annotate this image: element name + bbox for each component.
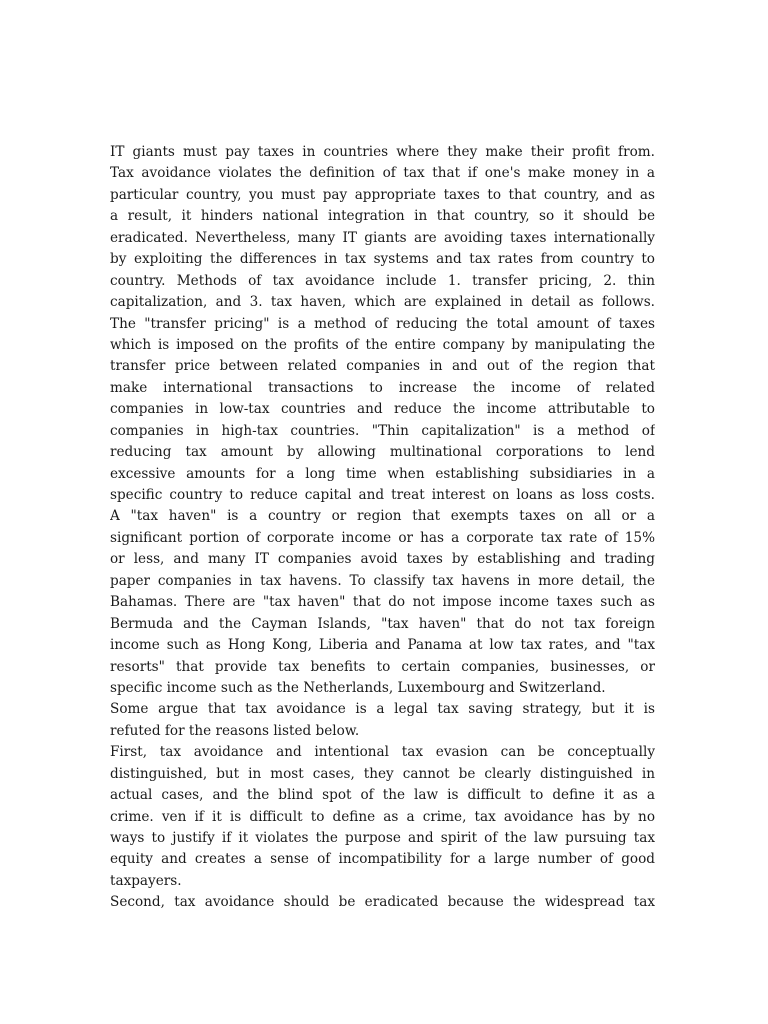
text-line: capitalization, and 3. tax haven, which are explained in detail as follows. xyxy=(110,294,655,311)
text-line: income such as Hong Kong, Liberia and Panama at low tax rates, and "tax xyxy=(110,637,655,654)
text-line: distinguished, but in most cases, they cannot be clearly distinguished in xyxy=(110,765,655,782)
text-line: specific income such as the Netherlands, Luxembourg and Switzerland. xyxy=(110,679,606,696)
text-line: eradicated. Nevertheless, many IT giants are avoiding taxes internationally xyxy=(110,229,655,246)
text-line: significant portion of corporate income or has a corporate tax rate of 15% xyxy=(110,529,655,546)
text-line: reducing tax amount by allowing multinational corporations to lend xyxy=(110,444,655,461)
text-line: Bermuda and the Cayman Islands, "tax haven" that do not tax foreign xyxy=(110,615,655,632)
text-line: by exploiting the differences in tax systems and tax rates from country to xyxy=(110,251,655,268)
text-line: specific country to reduce capital and treat interest on loans as loss costs. xyxy=(110,487,655,503)
text-line: refuted for the reasons listed below. xyxy=(110,722,360,739)
document-body xyxy=(110,142,655,914)
text-line: Tax avoidance violates the definition of tax that if one's make money in a xyxy=(110,165,655,182)
text-line: crime. ven if it is difficult to define as a crime, tax avoidance has by no xyxy=(110,808,655,825)
text-line: transfer price between related companies in and out of the region that xyxy=(110,358,655,375)
text-line: excessive amounts for a long time when establishing subsidiaries in a xyxy=(110,465,655,482)
text-line: taxpayers. xyxy=(110,872,182,889)
text-line: make international transactions to increase the income of related xyxy=(110,379,655,396)
text-line: actual cases, and the blind spot of the law is difficult to define it as a xyxy=(110,787,655,804)
text-line: Some argue that tax avoidance is a legal tax saving strategy, but it is xyxy=(110,701,655,718)
text-line: or less, and many IT companies avoid taxes by establishing and trading xyxy=(110,551,655,568)
text-line: particular country, you must pay appropriate taxes to that country, and as xyxy=(110,186,655,203)
text-line: companies in low-tax countries and reduce the income attributable to xyxy=(110,401,655,418)
text-line: Second, tax avoidance should be eradicated because the widespread tax xyxy=(110,894,655,911)
text-line: Bahamas. There are "tax haven" that do not impose income taxes such as xyxy=(110,594,655,611)
text-line: IT giants must pay taxes in countries where they make their profit from. xyxy=(110,144,655,160)
text-line: which is imposed on the profits of the entire company by manipulating the xyxy=(110,336,655,353)
text-line: A "tax haven" is a country or region that exempts taxes on all or a xyxy=(110,508,655,525)
text-line: equity and creates a sense of incompatibility for a large number of good xyxy=(110,851,655,868)
text-line: paper companies in tax havens. To classify tax havens in more detail, the xyxy=(110,572,655,589)
text-line: First, tax avoidance and intentional tax evasion can be conceptually xyxy=(110,744,655,761)
text-line: a result, it hinders national integration in that country, so it should be xyxy=(110,208,655,225)
text-line: resorts" that provide tax benefits to certain companies, businesses, or xyxy=(110,658,655,675)
text-line: ways to justify if it violates the purpose and spirit of the law pursuing tax xyxy=(110,830,655,846)
text-line: The "transfer pricing" is a method of reducing the total amount of taxes xyxy=(110,315,655,332)
text-line: companies in high-tax countries. "Thin capitalization" is a method of xyxy=(110,422,655,439)
text-line: country. Methods of tax avoidance include 1. transfer pricing, 2. thin xyxy=(110,272,655,289)
